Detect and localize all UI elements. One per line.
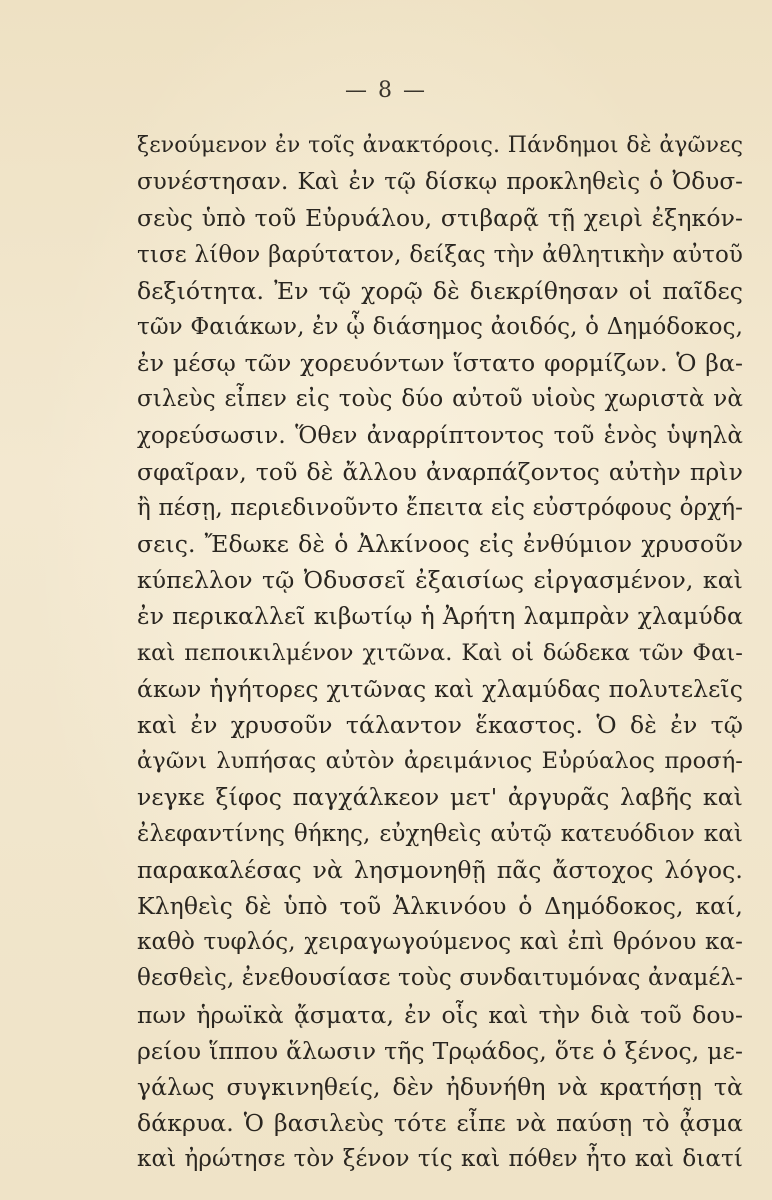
text-line: χορεύσωσιν. Ὅθεν ἀναρρίπτοντος τοῦ ἑνὸς ὑψηλὰ [137,422,743,449]
text-line: ἐν περικαλλεῖ κιβωτίῳ ἡ Ἀρήτη λαμπρὰν χλαμύδα [137,602,743,631]
text-line: τισε λίθον βαρύτατον, δείξας τὴν ἀθλητικὴν αὐτοῦ [137,241,743,268]
text-line: θεσθεὶς, ἐνεθουσίασε τοὺς συνδαιτυμόνας ἀναμέλ- [137,965,743,992]
text-line: άκων ἡγήτορες χιτῶνας καὶ χλαμύδας πολυτελεῖς [137,674,743,703]
text-line: παρακαλέσας νὰ λησμονηθῇ πᾶς ἄστοχος λόγος. [137,855,743,884]
text-line: ἀγῶνι λυπήσας αὐτὸν ἀρειμάνιος Εὐρύαλος προσή- [137,748,743,775]
text-line: ἢ πέσῃ, περιεδινοῦντο ἔπειτα εἰς εὐστρόφους ὀρχή- [137,494,743,521]
text-line: τῶν Φαιάκων, ἐν ᾧ διάσημος ἀοιδός, ὁ Δημόδοκος, [137,313,743,340]
text-line: ἐν μέσῳ τῶν χορευόντων ἵστατο φορμίζων. Ὁ βα- [137,349,743,378]
text-line: καθὸ τυφλός, χειραγωγούμενος καὶ ἐπὶ θρόνου κα- [137,929,743,956]
text-line: καὶ ἠρώτησε τὸν ξένον τίς καὶ πόθεν ἦτο καὶ διατί [137,1146,743,1173]
text-line: σφαῖραν, τοῦ δὲ ἄλλου ἀναρπάζοντος αὐτὴν πρὶν [137,457,743,486]
text-line: ρείου ἵππου ἅλωσιν τῆς Τρῳάδος, ὅτε ὁ ξένος, με- [137,1036,743,1065]
text-line: κύπελλον τῷ Ὀδυσσεῖ ἐξαισίως εἰργασμένον, καὶ [137,566,743,595]
text-line: σεις. Ἔδωκε δὲ ὁ Ἀλκίνοος εἰς ἐνθύμιον χρυσοῦν [137,530,743,559]
body-text [137,128,743,1177]
text-line: πων ἡρωϊκὰ ᾄσματα, ἐν οἷς καὶ τὴν διὰ τοῦ δου- [137,1000,743,1029]
text-line: σεὺς ὑπὸ τοῦ Εὐρυάλου, στιβαρᾷ τῇ χειρὶ ἐξηκόν- [137,204,743,233]
text-line: ἐλεφαντίνης θήκης, εὐχηθεὶς αὐτῷ κατευόδιον καὶ [137,820,743,847]
text-line: σιλεὺς εἶπεν εἰς τοὺς δύο αὐτοῦ υἱοὺς χωριστὰ νὰ [137,386,743,413]
text-line: συνέστησαν. Καὶ ἐν τῷ δίσκῳ προκληθεὶς ὁ Ὀδυσ- [137,169,743,196]
text-line: δάκρυα. Ὁ βασιλεὺς τότε εἶπε νὰ παύσῃ τὸ ᾆσμα [137,1109,743,1138]
text-line: καὶ ἐν χρυσοῦν τάλαντον ἕκαστος. Ὁ δὲ ἐν τῷ [137,711,743,739]
text-line: δεξιότητα. Ἐν τῷ χορῷ δὲ διεκρίθησαν οἱ παῖδες [137,276,743,305]
text-line: νεγκε ξίφος παγχάλκεον μετ' ἀργυρᾶς λαβῆς καὶ [137,783,743,812]
page-number: — 8 — [345,78,427,103]
text-line: Κληθεὶς δὲ ὑπὸ τοῦ Ἀλκινόου ὁ Δημόδοκος, καί, [137,891,743,920]
text-line: καὶ πεποικιλμένον χιτῶνα. Καὶ οἱ δώδεκα τῶν Φαι- [137,639,743,666]
text-line: ξενούμενον ἐν τοῖς ἀνακτόροις. Πάνδημοι δὲ ἀγῶνες [137,133,743,158]
text-line: γάλως συγκινηθείς, δὲν ἠδυνήθη νὰ κρατήσῃ τὰ [137,1072,743,1101]
